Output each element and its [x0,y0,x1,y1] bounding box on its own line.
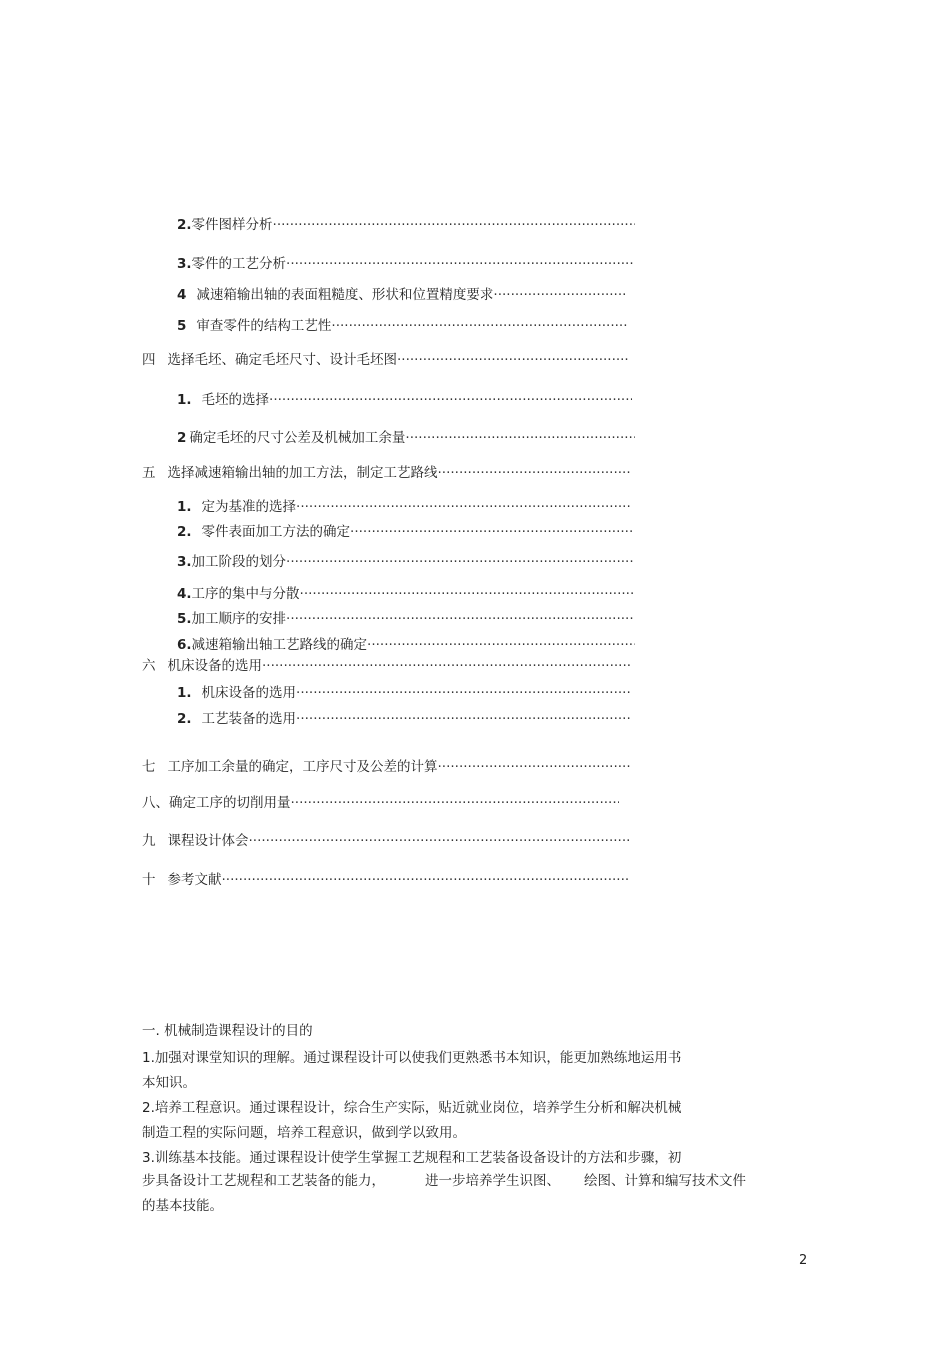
toc-item-label: 零件表面加工方法的确定 [201,524,351,540]
toc-item-label: 机床设备的选用 [201,685,297,701]
toc-item-number: 6. [177,637,192,653]
toc-item-number: 4. [177,586,192,602]
toc-section-9 [142,832,630,850]
toc-item-number: 1. [177,392,192,408]
toc-item-3-5 [177,317,627,335]
toc-section-number: 五 [142,465,156,481]
toc-item-label: 工艺装备的选用 [201,711,297,727]
toc-section-8 [142,794,619,812]
toc-item-label: 毛坯的选择 [201,392,270,408]
dot-leader [286,553,635,571]
toc-item-number: 4 [177,287,187,303]
toc-item-number: 2. [177,524,192,540]
toc-item-label: 确定毛坯的尺寸公差及机械加工余量 [189,430,406,446]
toc-item-5-5 [177,610,635,628]
toc-item-6-2 [177,710,632,728]
toc-item-6-1 [177,684,632,702]
toc-section-number: 十 [142,872,156,888]
paragraph-line [142,1172,746,1190]
toc-item-4-1 [177,391,632,409]
toc-section-10 [142,871,630,889]
toc-item-3-2 [177,216,635,234]
toc-section-5 [142,464,630,482]
dot-leader [397,351,630,369]
toc-item-5-3 [177,553,635,571]
dot-leader [291,794,620,812]
dot-leader [296,710,632,728]
toc-section-7 [142,758,630,776]
toc-item-label: 零件的工艺分析 [191,256,287,272]
toc-section-number: 四 [142,352,156,368]
paragraph-fragment: 步具备设计工艺规程和工艺装备的能力， [142,1173,385,1189]
toc-item-number: 3. [177,554,192,570]
toc-item-label: 工序的集中与分散 [191,586,300,602]
toc-section-label: 选择减速箱输出轴的加工方法，制定工艺路线 [167,465,438,481]
toc-section-number: 八、 [142,795,169,811]
toc-item-5-4 [177,585,635,603]
toc-item-number: 2. [177,217,192,233]
toc-item-5-1 [177,498,632,516]
toc-section-label: 机床设备的选用 [167,658,262,674]
paragraph-fragment: 绘图、计算和编写技术文件 [584,1173,746,1189]
toc-section-label: 参考文献 [167,872,222,888]
toc-item-3-4 [177,286,627,304]
toc-item-number: 1. [177,499,192,515]
paragraph-line: 2.培养工程意识。通过课程设计，综合生产实际，贴近就业岗位，培养学生分析和解决机械 [142,1100,682,1116]
paragraph-line: 制造工程的实际问题，培养工程意识，做到学以致用。 [142,1125,466,1141]
toc-item-3-3 [177,255,635,273]
toc-item-number: 5. [177,611,192,627]
dot-leader [493,286,627,304]
toc-item-label: 零件图样分析 [191,217,273,233]
paragraph-line: 的基本技能。 [142,1198,223,1214]
dot-leader [438,464,631,482]
toc-item-label: 审查零件的结构工艺性 [196,318,332,334]
toc-item-label: 加工顺序的安排 [191,611,287,627]
dot-leader [296,498,632,516]
toc-section-number: 七 [142,759,156,775]
paragraph-line: 本知识。 [142,1075,196,1091]
page-number: 2 [799,1253,808,1268]
dot-leader [367,636,635,654]
toc-section-number: 九 [142,833,156,849]
dot-leader [269,391,632,409]
dot-leader [300,585,635,603]
dot-leader [262,657,630,675]
dot-leader [249,832,631,850]
dot-leader [405,429,635,447]
dot-leader [350,523,632,541]
toc-item-number: 3. [177,256,192,272]
toc-item-label: 加工阶段的划分 [191,554,287,570]
dot-leader [286,255,635,273]
dot-leader [438,758,631,776]
paragraph-line: 1.加强对课堂知识的理解。通过课程设计可以使我们更熟悉书本知识，能更加熟练地运用书 [142,1050,682,1066]
dot-leader [222,871,631,889]
dot-leader [273,216,635,234]
paragraph-line: 3.训练基本技能。通过课程设计使学生掌握工艺规程和工艺装备设备设计的方法和步骤，初 [142,1150,682,1166]
toc-item-number: 1. [177,685,192,701]
toc-section-6 [142,657,630,675]
toc-section-label: 选择毛坯、确定毛坯尺寸、设计毛坯图 [167,352,397,368]
toc-item-5-6 [177,636,635,654]
toc-section-number: 六 [142,658,156,674]
dot-leader [331,317,627,335]
toc-item-label: 减速箱输出轴工艺路线的确定 [191,637,368,653]
toc-section-label: 课程设计体会 [167,833,249,849]
toc-item-5-2 [177,523,632,541]
toc-item-label: 定为基准的选择 [201,499,297,515]
toc-section-4 [142,351,630,369]
toc-section-label: 工序加工余量的确定，工序尺寸及公差的计算 [167,759,438,775]
section-heading: 一. 机械制造课程设计的目的 [142,1023,313,1039]
paragraph-fragment: 进一步培养学生识图、 [425,1173,560,1189]
toc-item-number: 5 [177,318,187,334]
toc-item-number: 2. [177,711,192,727]
toc-item-label: 减速箱输出轴的表面粗糙度、形状和位置精度要求 [196,287,494,303]
toc-item-number: 2 [177,430,187,446]
toc-section-label: 确定工序的切削用量 [169,795,291,811]
dot-leader [286,610,635,628]
dot-leader [296,684,632,702]
toc-item-4-2 [177,429,635,447]
